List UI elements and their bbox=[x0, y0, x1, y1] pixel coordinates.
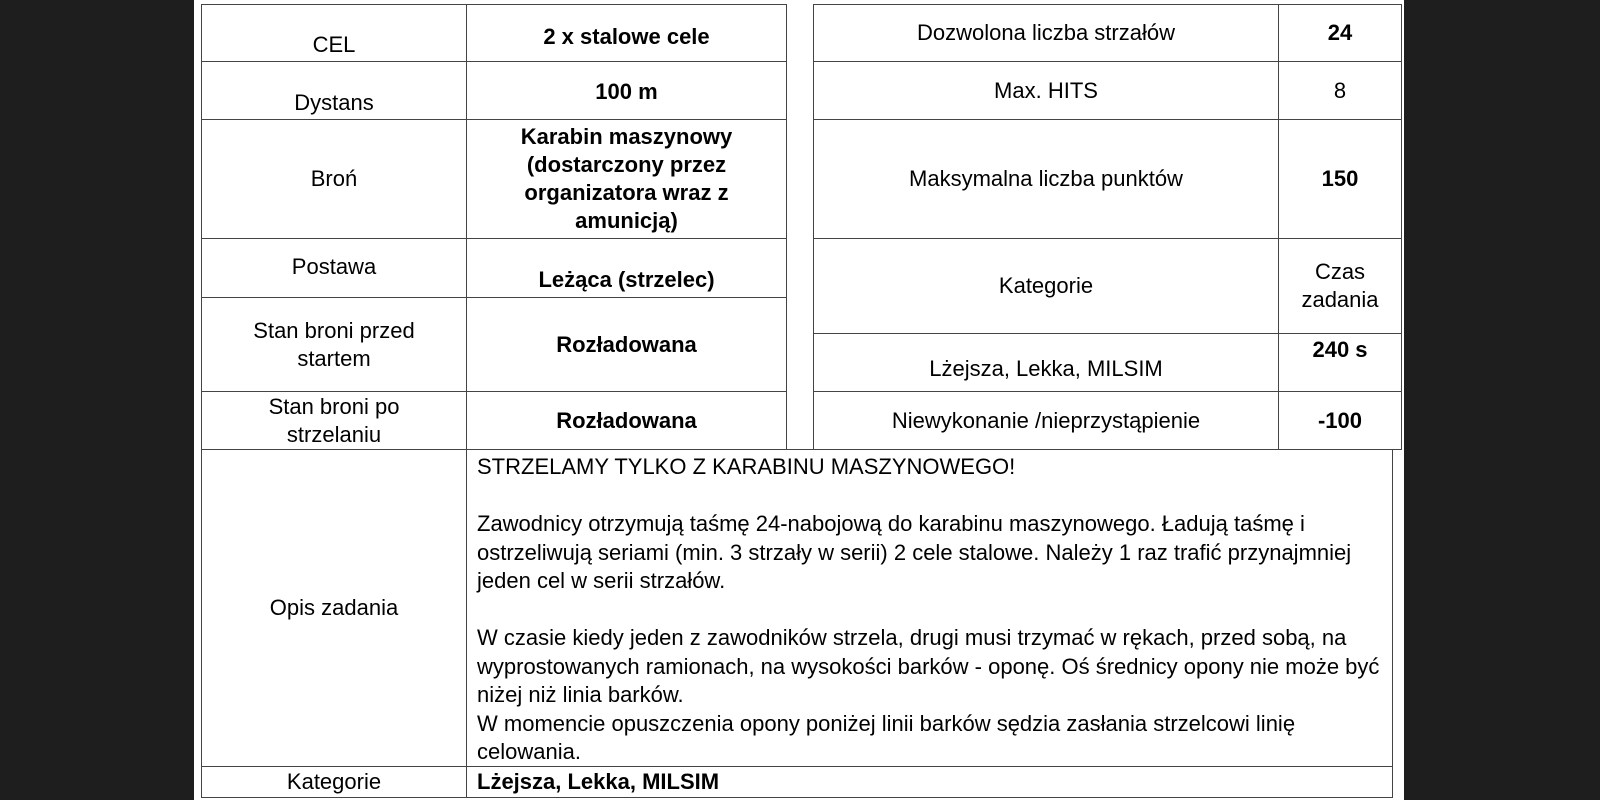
value-postawa: Leżąca (strzelec) bbox=[466, 238, 787, 298]
document-page bbox=[194, 0, 1404, 800]
label-kategorie-bottom: Kategorie bbox=[201, 766, 467, 798]
value-stan-przed: Rozładowana bbox=[466, 297, 787, 392]
label-hits: Max. HITS bbox=[813, 61, 1279, 120]
description-paragraph-1: Zawodnicy otrzymują taśmę 24-nabojową do karabinu maszynowego. Ładują taśmę i ostrzeliwują seriami (min. 3 strzały w serii) 2 cele stalowe. Należy 1 raz trafić przynajmniej jeden cel w serii strzałów. bbox=[477, 511, 1352, 593]
description-headline: STRZELAMY TYLKO Z KARABINU MASZYNOWEGO! bbox=[477, 454, 1016, 479]
description-paragraph-3: W momencie opuszczenia opony poniżej linii barków sędzia zasłania strzelcowi linię celowania. bbox=[477, 710, 1296, 764]
label-opis-zadania: Opis zadania bbox=[201, 449, 467, 767]
value-dystans: 100 m bbox=[466, 61, 787, 120]
value-stan-po: Rozładowana bbox=[466, 391, 787, 450]
value-kategorie-bottom: Lżejsza, Lekka, MILSIM bbox=[466, 766, 1393, 798]
label-postawa: Postawa bbox=[201, 238, 467, 298]
label-czas-zadania: Czas zadania bbox=[1278, 238, 1402, 334]
value-penalty: -100 bbox=[1278, 391, 1402, 450]
label-stan-po: Stan broni po strzelaniu bbox=[201, 391, 467, 450]
label-cel: CEL bbox=[201, 4, 467, 62]
value-hits: 8 bbox=[1278, 61, 1402, 120]
label-points: Maksymalna liczba punktów bbox=[813, 119, 1279, 239]
label-dystans: Dystans bbox=[201, 61, 467, 120]
description-paragraph-2: W czasie kiedy jeden z zawodników strzela, drugi musi trzymać w rękach, przed sobą, na wyprostowanych ramionach, na wysokości barków - oponę. Oś średnicy opony nie może być niżej niż linia barków. bbox=[477, 625, 1380, 707]
value-cel: 2 x stalowe cele bbox=[466, 4, 787, 62]
value-shots: 24 bbox=[1278, 4, 1402, 62]
label-stan-przed: Stan broni przed startem bbox=[201, 297, 467, 392]
value-bron: Karabin maszynowy (dostarczony przez organizatora wraz z amunicją) bbox=[466, 119, 787, 239]
label-bron: Broń bbox=[201, 119, 467, 239]
description-text bbox=[466, 449, 1393, 767]
value-czas: 240 s bbox=[1278, 333, 1402, 392]
value-kategorie-top: Lżejsza, Lekka, MILSIM bbox=[813, 333, 1279, 392]
label-shots: Dozwolona liczba strzałów bbox=[813, 4, 1279, 62]
value-points: 150 bbox=[1278, 119, 1402, 239]
label-kategorie-top: Kategorie bbox=[813, 238, 1279, 334]
label-penalty: Niewykonanie /nieprzystąpienie bbox=[813, 391, 1279, 450]
